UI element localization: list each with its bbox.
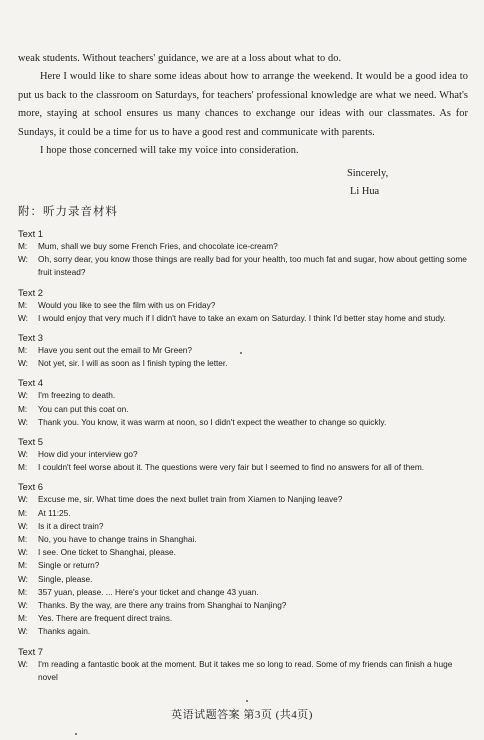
- scan-speck: [246, 700, 248, 702]
- dialogue-line: [18, 573, 470, 586]
- utterance-text: Would you like to see the film with us on Friday?: [38, 299, 216, 310]
- dialogue-line: [18, 507, 470, 520]
- transcript-title: Text 1: [18, 228, 44, 239]
- speaker-label: W:: [18, 494, 28, 505]
- speaker-label: M:: [18, 534, 28, 545]
- dialogue-line: [18, 533, 470, 546]
- dialogue-line: [18, 253, 470, 266]
- utterance-text: Thanks again.: [38, 626, 91, 637]
- utterance-text: Oh, sorry dear, you know those things are really bad for your health, too much fat and sugar, how about getting some: [38, 254, 467, 265]
- utterance-text: I see. One ticket to Shanghai, please.: [38, 547, 176, 558]
- speaker-label: M:: [18, 299, 28, 310]
- utterance-text: No, you have to change trains in Shanghai.: [38, 534, 197, 545]
- utterance-text: Mum, shall we buy some French Fries, and chocolate ice-cream?: [38, 241, 278, 251]
- dialogue-line: [18, 546, 470, 559]
- speaker-label: W:: [18, 390, 28, 401]
- speaker-label: M:: [18, 586, 28, 597]
- listening-transcript: [18, 227, 470, 684]
- transcript-title: Text 4: [18, 377, 44, 389]
- dialogue-line: [18, 403, 470, 416]
- dialogue-line: [18, 266, 470, 279]
- utterance-text: Have you sent out the email to Mr Green?: [38, 345, 193, 356]
- utterance-text: How did your interview go?: [38, 449, 138, 460]
- utterance-text: Thank you. You know, it was warm at noon, so I didn't expect the weather to change so quickly.: [38, 416, 387, 427]
- speaker-label: [18, 266, 38, 279]
- appendix-heading: 附：听力录音材料: [18, 206, 118, 218]
- speaker-label: W:: [18, 520, 28, 531]
- transcript-title: Text 7: [18, 645, 44, 657]
- speaker-label: M:: [18, 345, 28, 356]
- speaker-label: W:: [18, 416, 28, 427]
- dialogue-line: [18, 493, 470, 506]
- speaker-label: W:: [18, 449, 28, 460]
- utterance-text: I'm freezing to death.: [38, 390, 116, 401]
- speaker-label: M:: [18, 403, 28, 414]
- dialogue-line: [18, 559, 470, 572]
- transcript-section: [18, 331, 470, 376]
- utterance-text: You can put this coat on.: [38, 403, 129, 414]
- utterance-text: At 11:25.: [38, 507, 71, 518]
- transcript-title: Text 3: [18, 332, 44, 344]
- transcript-section: [18, 376, 470, 435]
- dialogue-line: [18, 599, 470, 612]
- transcript-title: Text 6: [18, 481, 44, 493]
- dialogue-line: [18, 461, 470, 474]
- transcript-title: Text 5: [18, 436, 44, 448]
- speaker-label: M:: [18, 241, 28, 251]
- dialogue-line: [18, 357, 470, 370]
- utterance-text: fruit instead?: [38, 267, 86, 278]
- speaker-label: W:: [18, 658, 28, 669]
- utterance-text: I couldn't feel worse about it. The questions were very fair but I seemed to find no answers for all of them.: [38, 462, 425, 473]
- transcript-title: Text 2: [18, 286, 44, 298]
- utterance-text: Excuse me, sir. What time does the next bullet train from Xiamen to Nanjing leave?: [38, 494, 343, 505]
- dialogue-line: [18, 312, 470, 325]
- letter-paragraph-2: Here I would like to share some ideas about how to arrange the weekend. It would be a good idea to put us back to the classroom on Saturdays, for teachers' professional knowledge are what we need. What's more, staying at school ensures us many chances to exchange our ideas with our classmates. As for Sundays, it could be a time for us to have a good rest and communicate with parents.: [18, 71, 468, 138]
- letter-paragraph-3: I hope those concerned will take my voice into consideration.: [40, 145, 299, 157]
- utterance-text: Single, please.: [38, 573, 93, 584]
- utterance-text: Thanks. By the way, are there any trains from Shanghai to Nanjing?: [38, 600, 287, 611]
- transcript-section: [18, 435, 470, 480]
- speaker-label: W:: [18, 573, 28, 584]
- letter-signature: Li Hua: [350, 186, 380, 197]
- transcript-section: [18, 480, 470, 644]
- letter-body: [18, 50, 468, 160]
- dialogue-line: [18, 520, 470, 533]
- utterance-text: Not yet, sir. I will as soon as I finish typing the letter.: [38, 358, 228, 369]
- scan-speck: [240, 352, 242, 354]
- dialogue-line: [18, 586, 470, 599]
- transcript-section: [18, 645, 470, 684]
- dialogue-line: [18, 299, 470, 312]
- transcript-section: [18, 227, 470, 286]
- speaker-label: W:: [18, 547, 28, 558]
- speaker-label: W:: [18, 358, 28, 369]
- speaker-label: M:: [18, 462, 28, 473]
- utterance-text: I would enjoy that very much if I didn't have to take an exam on Saturday. I think I'd better stay home and study.: [38, 312, 446, 323]
- dialogue-line: [18, 448, 470, 461]
- speaker-label: W:: [18, 600, 28, 611]
- speaker-label: M:: [18, 560, 28, 571]
- utterance-text: 357 yuan, please. ... Here's your ticket and change 43 yuan.: [38, 586, 259, 597]
- speaker-label: W:: [18, 626, 28, 637]
- dialogue-line: [18, 612, 470, 625]
- dialogue-line: [18, 389, 470, 402]
- speaker-label: M:: [18, 613, 28, 624]
- speaker-label: W:: [18, 254, 28, 265]
- dialogue-line: [18, 344, 470, 357]
- dialogue-line: [18, 625, 470, 638]
- utterance-text: Yes. There are frequent direct trains.: [38, 613, 173, 624]
- letter-closing: Sincerely,: [347, 168, 389, 179]
- scan-speck: [75, 733, 77, 735]
- utterance-text: I'm reading a fantastic book at the moment. But it takes me so long to read. Some of my friends can finish a huge novel: [38, 658, 453, 682]
- speaker-label: W:: [18, 312, 28, 323]
- page-footer: 英语试题答案 第3页 (共4页): [171, 709, 313, 721]
- dialogue-line: [18, 658, 470, 684]
- speaker-label: M:: [18, 507, 28, 518]
- utterance-text: Single or return?: [38, 560, 100, 571]
- dialogue-line: [18, 240, 470, 253]
- transcript-section: [18, 286, 470, 331]
- dialogue-line: [18, 416, 470, 429]
- utterance-text: Is it a direct train?: [38, 520, 104, 531]
- letter-paragraph-1: weak students. Without teachers' guidance, we are at a loss about what to do.: [18, 53, 342, 64]
